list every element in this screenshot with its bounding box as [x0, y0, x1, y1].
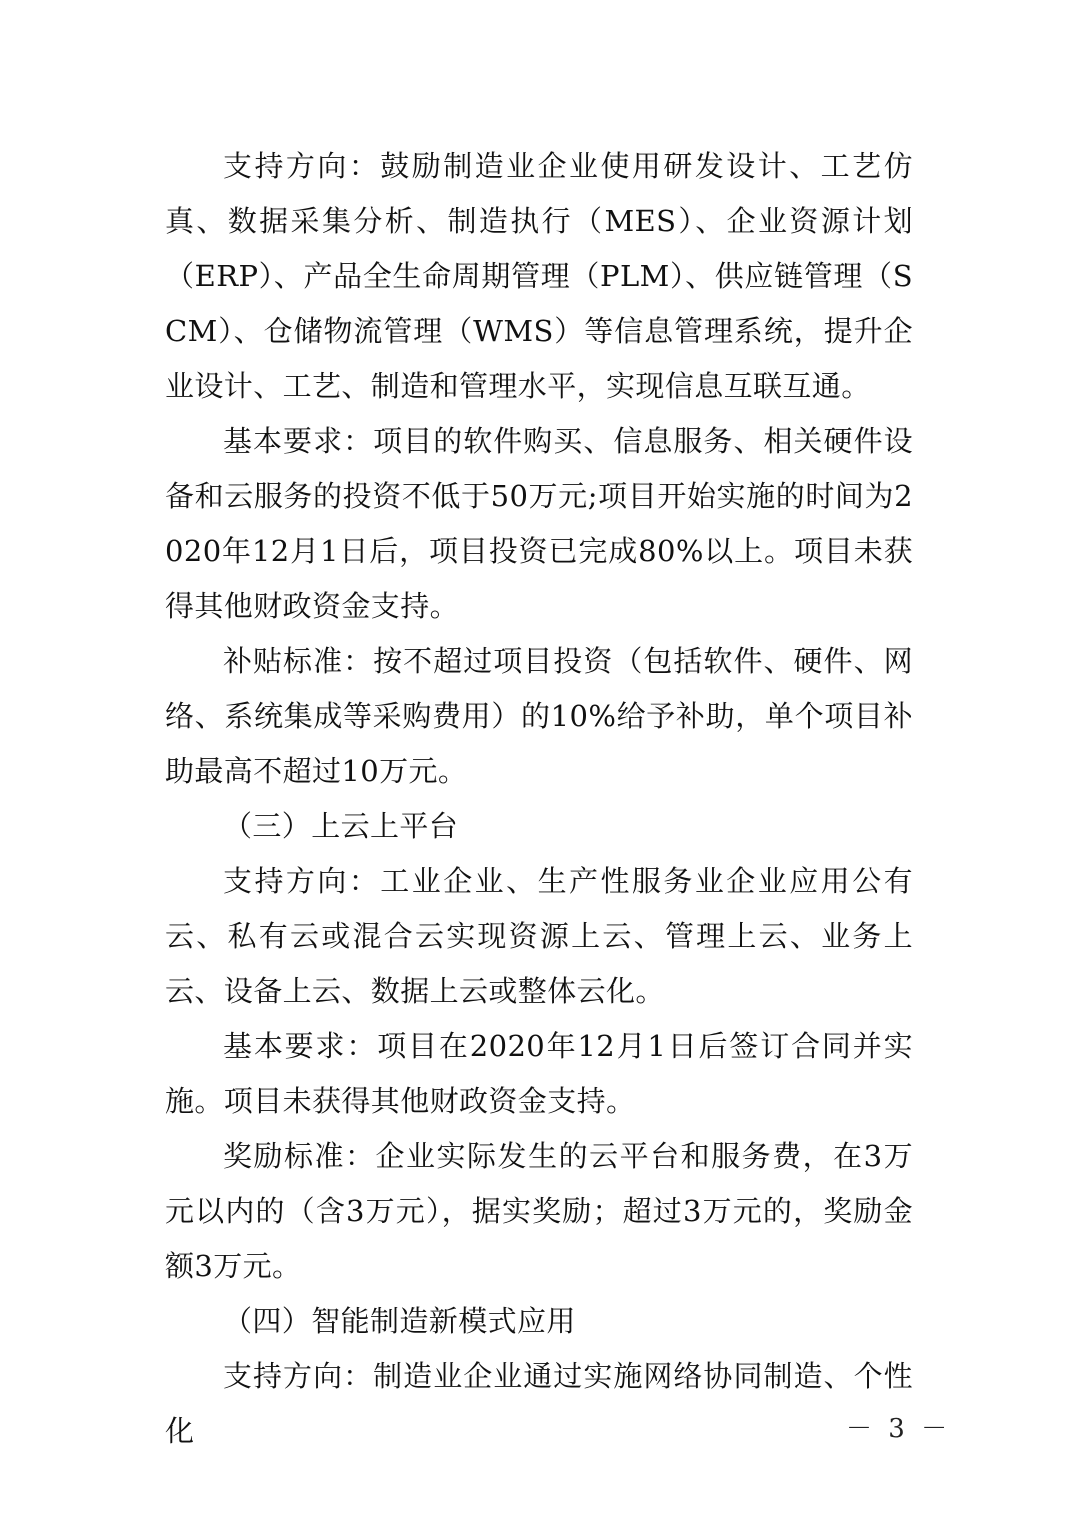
paragraph-basic-requirements-info-systems: 基本要求：项目的软件购买、信息服务、相关硬件设备和云服务的投资不低于50万元;项目开始实施的时间为2020年12月1日后，项目投资已完成80%以上。项目未获得其他财政资金支持。	[165, 424, 913, 623]
paragraph-basic-requirements-cloud: 基本要求：项目在2020年12月1日后签订合同并实施。项目未获得其他财政资金支持。	[165, 1029, 913, 1118]
document-body	[165, 139, 913, 1459]
section-heading-cloud-platform: （三）上云上平台	[223, 809, 459, 843]
paragraph-subsidy-standard: 补贴标准：按不超过项目投资（包括软件、硬件、网络、系统集成等采购费用）的10%给予补助，单个项目补助最高不超过10万元。	[165, 644, 913, 788]
paragraph-support-direction-smart-manufacturing: 支持方向：制造业企业通过实施网络协同制造、个性化	[165, 1359, 913, 1448]
page-number: － 3 －	[846, 1414, 952, 1444]
paragraph-reward-standard: 奖励标准：企业实际发生的云平台和服务费，在3万元以内的（含3万元），据实奖励；超过3万元的，奖励金额3万元。	[165, 1139, 913, 1283]
paragraph-support-direction-cloud: 支持方向：工业企业、生产性服务业企业应用公有云、私有云或混合云实现资源上云、管理上云、业务上云、设备上云、数据上云或整体云化。	[165, 864, 913, 1008]
paragraph-support-direction-info-systems: 支持方向：鼓励制造业企业使用研发设计、工艺仿真、数据采集分析、制造执行（MES）、企业资源计划（ERP）、产品全生命周期管理（PLM）、供应链管理（SCM）、仓储物流管理（WMS）等信息管理系统，提升企业设计、工艺、制造和管理水平，实现信息互联互通。	[165, 149, 913, 403]
section-heading-smart-manufacturing: （四）智能制造新模式应用	[223, 1304, 576, 1338]
